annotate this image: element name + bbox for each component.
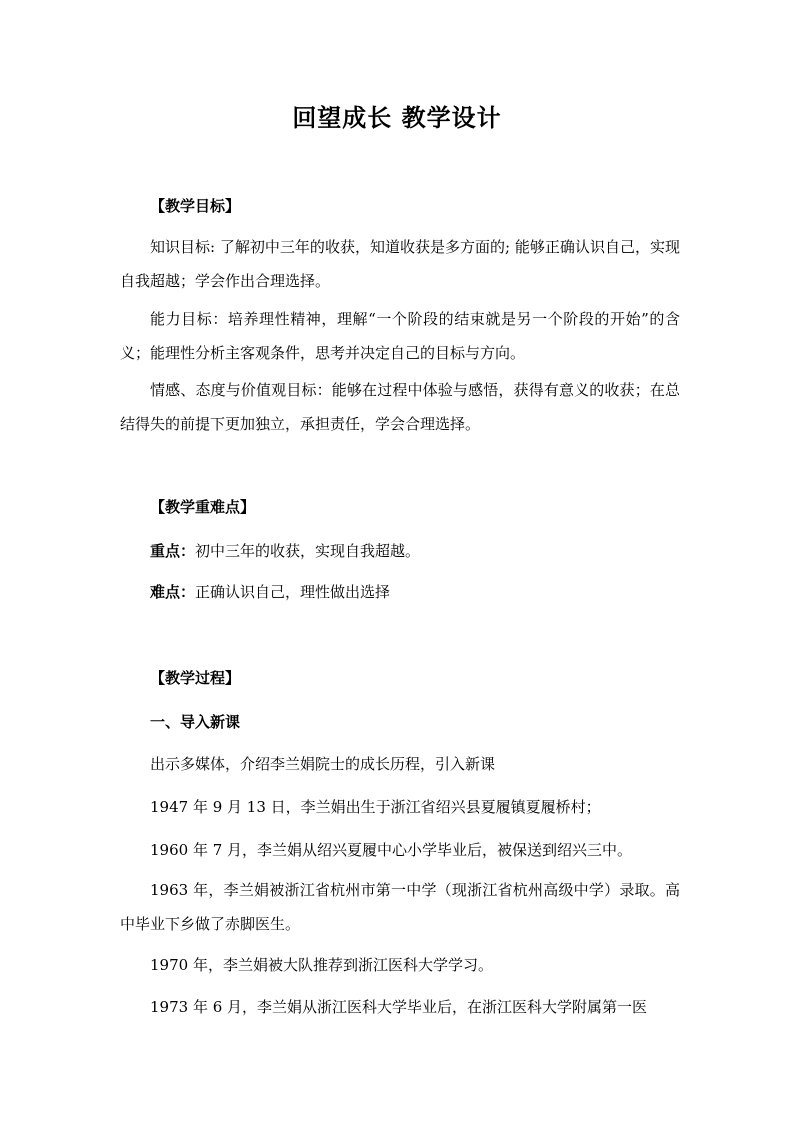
- document-title: 回望成长 教学设计: [292, 103, 502, 132]
- timeline-item-4: 1970 年，李兰娟被大队推荐到浙江医科大学学习。: [150, 956, 493, 974]
- timeline-item-3: 1963 年，李兰娟被浙江省杭州市第一中学（现浙江省杭州高级中学）录取。高中毕业下乡做了赤脚医生。: [120, 881, 680, 933]
- timeline-item-1: 1947 年 9 月 13 日，李兰娟出生于浙江省绍兴县夏履镇夏履桥村；: [150, 798, 601, 816]
- difficulty-label: 难点：: [150, 583, 196, 601]
- intro-line: 出示多媒体，介绍李兰娟院士的成长历程，引入新课: [150, 755, 496, 773]
- difficulty-line: [150, 580, 390, 604]
- difficulty-text: 正确认识自己，理性做出选择: [195, 583, 391, 601]
- ability-goal-paragraph: 能力目标：培养理性精神，理解“一个阶段的结束就是另一个阶段的开始”的含义；能理性分析主客观条件，思考并决定自己的目标与方向。: [120, 310, 680, 362]
- emotion-goal-paragraph: 情感、态度与价值观目标：能够在过程中体验与感悟，获得有意义的收获；在总结得失的前提下更加独立，承担责任，学会合理选择。: [120, 381, 680, 433]
- process-heading: 【教学过程】: [150, 669, 241, 687]
- goals-heading: 【教学目标】: [150, 197, 241, 215]
- focus-text: 初中三年的收获，实现自我超越。: [195, 542, 421, 560]
- focus-line: [150, 539, 420, 563]
- knowledge-goal-paragraph: 知识目标: 了解初中三年的收获，知道收获是多方面的; 能够正确认识自己，实现自我超越；学会作出合理选择。: [120, 238, 680, 290]
- focus-label: 重点：: [150, 542, 196, 560]
- timeline-item-5: 1973 年 6 月，李兰娟从浙江医科大学毕业后，在浙江医科大学附属第一医: [150, 998, 648, 1016]
- key-points-heading: 【教学重难点】: [150, 498, 256, 516]
- timeline-item-2: 1960 年 7 月，李兰娟从绍兴夏履中心小学毕业后，被保送到绍兴三中。: [150, 841, 633, 859]
- section-1-heading: 一、导入新课: [150, 713, 241, 731]
